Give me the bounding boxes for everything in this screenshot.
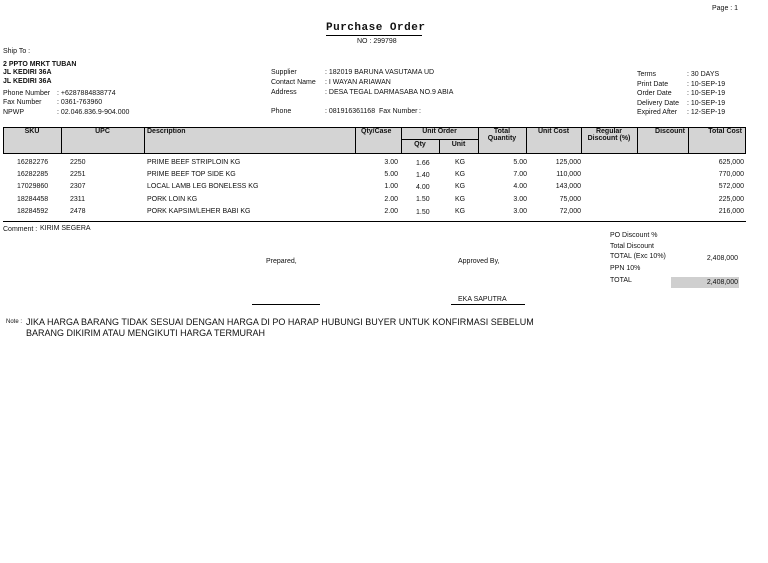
note-label: Note : — [6, 319, 23, 325]
ship-to-name: 2 PPTO MRKT TUBAN — [3, 61, 77, 68]
cell-upc: 2311 — [70, 196, 86, 203]
terms-label: Terms — [637, 71, 657, 78]
prepared-label: Prepared, — [266, 258, 297, 265]
cell-total-cost: 770,000 — [718, 171, 744, 178]
cell-unit: KG — [455, 171, 466, 178]
ship-to-address-2: JL KEDIRI 36A — [3, 78, 52, 85]
cell-sku: 16282285 — [17, 171, 49, 178]
cell-upc: 2307 — [70, 183, 86, 190]
header-description: Description — [147, 128, 186, 135]
cell-description: LOCAL LAMB LEG BONELESS KG — [147, 183, 259, 190]
cell-qty: 1.50 — [416, 209, 430, 216]
header-divider — [144, 127, 145, 154]
cell-unit-cost: 75,000 — [559, 196, 581, 203]
header-unit-cost: Unit Cost — [537, 128, 570, 135]
ship-to-label: Ship To : — [3, 48, 31, 55]
header-unit-order: Unit Order — [422, 128, 457, 135]
ship-to-address-1: JL KEDIRI 36A — [3, 69, 52, 76]
cell-total-quantity: 5.00 — [513, 159, 527, 166]
order-date-label: Order Date — [637, 90, 672, 97]
cell-description: PRIME BEEF TOP SIDE KG — [147, 171, 236, 178]
cell-sku: 18284458 — [17, 196, 49, 203]
header-unit: Unit — [451, 141, 466, 148]
ppn-label: PPN 10% — [610, 265, 641, 272]
header-total-quantity: Total Quantity — [487, 128, 517, 143]
cell-upc: 2250 — [70, 159, 86, 166]
expired-after-value: : 12-SEP-19 — [687, 109, 726, 116]
delivery-date-value: : 10-SEP-19 — [687, 100, 726, 107]
contact-label: Contact Name — [271, 79, 316, 86]
header-discount: Discount — [655, 128, 685, 135]
page-title: Purchase Order — [326, 22, 426, 34]
cell-unit-cost: 72,000 — [559, 208, 581, 215]
cell-qty-case: 1.00 — [384, 183, 398, 190]
cell-total-quantity: 7.00 — [513, 171, 527, 178]
header-sku: SKU — [24, 128, 40, 135]
cell-upc: 2478 — [70, 208, 86, 215]
delivery-date-label: Delivery Date — [637, 100, 680, 107]
note-line-1: JIKA HARGA BARANG TIDAK SESUAI DENGAN HARGA DI PO HARAP HUBUNGI BUYER UNTUK KONFIRMASI SEBELUM — [26, 317, 534, 327]
cell-qty-case: 2.00 — [384, 208, 398, 215]
cell-unit: KG — [455, 183, 466, 190]
cell-total-quantity: 3.00 — [513, 196, 527, 203]
order-date-value: : 10-SEP-19 — [687, 90, 726, 97]
cell-unit-cost: 125,000 — [555, 159, 581, 166]
cell-unit: KG — [455, 196, 466, 203]
ship-phone-label: Phone Number — [3, 90, 51, 97]
terms-value: : 30 DAYS — [687, 71, 720, 78]
cell-qty-case: 3.00 — [384, 159, 398, 166]
total-label: TOTAL — [610, 277, 632, 284]
header-regular-discount: Regular Discount (%) — [587, 128, 631, 143]
ship-fax-label: Fax Number — [3, 99, 42, 106]
cell-unit-cost: 143,000 — [555, 183, 581, 190]
po-discount-label: PO Discount % — [610, 232, 658, 239]
ship-npwp-value: : 02.046.836.9-904.000 — [57, 109, 130, 116]
cell-total-quantity: 4.00 — [513, 183, 527, 190]
cell-qty-case: 5.00 — [384, 171, 398, 178]
header-divider — [401, 139, 478, 140]
header-total-cost: Total Cost — [708, 128, 742, 135]
cell-sku: 17029860 — [17, 183, 49, 190]
cell-total-quantity: 3.00 — [513, 208, 527, 215]
cell-upc: 2251 — [70, 171, 86, 178]
supplier-fax-value: : — [419, 108, 421, 115]
header-qty-case: Qty/Case — [361, 128, 392, 135]
cell-total-cost: 225,000 — [718, 196, 744, 203]
print-date-value: : 10-SEP-19 — [687, 81, 726, 88]
total-discount-label: Total Discount — [610, 243, 654, 250]
comment-value: KIRIM SEGERA — [40, 225, 91, 232]
header-divider — [355, 127, 356, 154]
cell-sku: 16282276 — [17, 159, 49, 166]
header-upc: UPC — [95, 128, 110, 135]
address-value: : DESA TEGAL DARMASABA NO.9 ABIA — [325, 89, 454, 96]
header-qty: Qty — [414, 141, 426, 148]
address-label: Address — [271, 89, 297, 96]
page-number: Page : 1 — [712, 5, 739, 12]
cell-total-cost: 572,000 — [718, 183, 744, 190]
supplier-value: : 182019 BARUNA VASUTAMA UD — [325, 69, 435, 76]
cell-qty: 1.66 — [416, 160, 430, 167]
approver-name: EKA SAPUTRA — [458, 296, 507, 303]
header-divider — [581, 127, 582, 154]
total-exc-value: 2,408,000 — [706, 255, 738, 262]
cell-unit-cost: 110,000 — [556, 171, 581, 178]
cell-qty: 1.50 — [416, 196, 430, 203]
supplier-fax-label: Fax Number — [379, 108, 418, 115]
cell-description: PRIME BEEF STRIPLOIN KG — [147, 159, 241, 166]
prepared-signature-line — [252, 304, 320, 305]
cell-description: PORK KAPSIM/LEHER BABI KG — [147, 208, 251, 215]
ship-phone-value: : +6287884838774 — [57, 90, 116, 97]
supplier-phone-label: Phone — [271, 108, 292, 115]
supplier-phone-value: : 081916361168 — [325, 108, 376, 115]
print-date-label: Print Date — [637, 81, 669, 88]
cell-qty: 4.00 — [416, 184, 430, 191]
note-line-2: BARANG DIKIRIM ATAU MENGIKUTI HARGA TERMURAH — [26, 328, 266, 338]
supplier-label: Supplier — [271, 69, 297, 76]
po-number: NO : 299798 — [357, 38, 397, 45]
comment-label: Comment : — [3, 226, 38, 233]
contact-value: : I WAYAN ARIAWAN — [325, 79, 391, 86]
approved-label: Approved By, — [458, 258, 500, 265]
ship-npwp-label: NPWP — [3, 109, 24, 116]
approved-signature-line — [451, 304, 525, 305]
cell-total-cost: 625,000 — [718, 159, 744, 166]
total-exc-label: TOTAL (Exc 10%) — [610, 253, 666, 260]
cell-total-cost: 216,000 — [718, 208, 744, 215]
expired-after-label: Expired After — [637, 109, 678, 116]
ship-fax-value: : 0361-763960 — [57, 99, 103, 106]
cell-description: PORK LOIN KG — [147, 196, 198, 203]
header-divider — [478, 127, 479, 154]
cell-qty-case: 2.00 — [384, 196, 398, 203]
total-value: 2,408,000 — [706, 279, 738, 286]
cell-unit: KG — [455, 159, 466, 166]
cell-unit: KG — [455, 208, 466, 215]
cell-qty: 1.40 — [416, 172, 430, 179]
table-bottom-rule — [3, 221, 746, 222]
cell-sku: 18284592 — [17, 208, 49, 215]
title-underline — [326, 35, 422, 36]
